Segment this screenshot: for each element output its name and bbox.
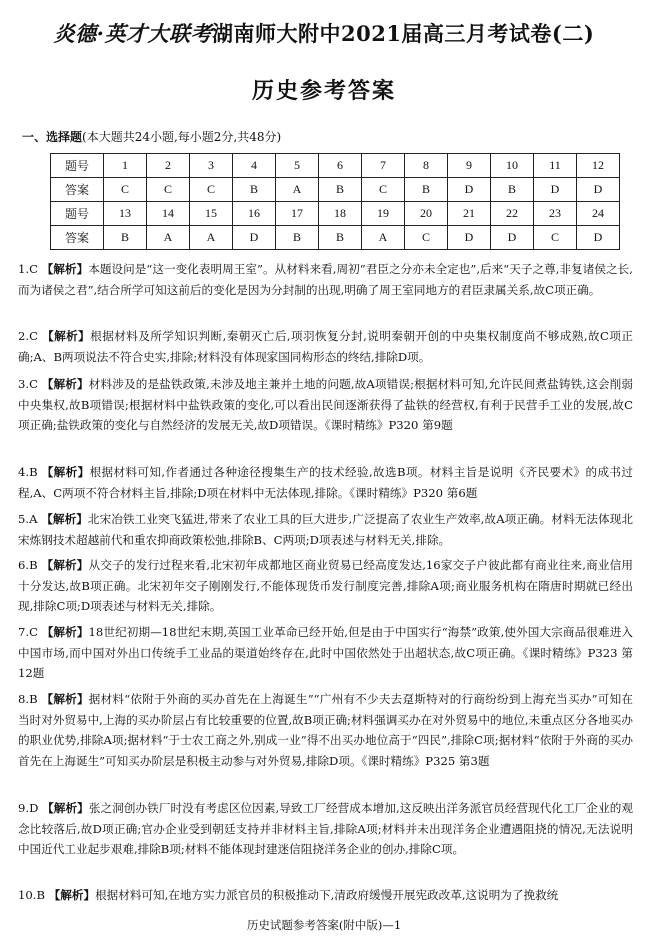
table-cell: B [104,226,147,250]
table-cell: 7 [362,154,405,178]
analysis-tag: 【解析】 [48,888,96,902]
explanation-6 [18,555,633,617]
table-cell: 5 [276,154,319,178]
table-cell: 18 [319,202,362,226]
table-cell: D [491,226,534,250]
explanation-text: 据材料“依附于外商的买办首先在上海诞生”“广州有不少夫去趸斯特对的行商纷纷到上海充当买办”可知在当时对外贸易中,上海的买办阶层占有比较重要的位置,故B项正确;材料强调买办在对外贸易中的地位,未重点区分各地买办的职业优势,排除A项;据材料“于士农工商之外,别成一业”得不出买办地位高于“四民”,排除C项;据材料“依附于外商的买办首先在上海诞生”可知买办阶层是积极主动参与对外贸易,排除D项。《课时精练》P325 第3题 [18,692,633,768]
table-cell: 12 [577,154,620,178]
table-cell: 10 [491,154,534,178]
brand-logo-text: 炎德·英才大联考 [53,21,212,46]
question-number: 8. [18,692,30,706]
question-answer: B [36,888,45,902]
analysis-tag: 【解析】 [41,377,89,391]
exam-name: 湖南师大附中2021届高三月考试卷(二) [211,21,595,46]
analysis-tag: 【解析】 [41,512,88,526]
table-row-numbers-2 [51,202,620,226]
question-answer: B [29,692,38,706]
table-cell: 11 [534,154,577,178]
table-row-numbers-1 [51,154,620,178]
question-number: 9. [18,801,30,815]
table-cell: C [190,178,233,202]
section-heading [22,128,281,145]
section-note: (本大题共24小题,每小题2分,共48分) [82,130,282,144]
table-cell: C [534,226,577,250]
row-label-answer: 答案 [51,226,104,250]
answer-table [50,153,620,250]
table-cell: 1 [104,154,147,178]
page-footer: 历史试题参考答案(附中版)—1 [246,918,402,932]
table-cell: C [104,178,147,202]
table-cell: A [190,226,233,250]
explanation-text: 根据材料可知,在地方实力派官员的积极推动下,清政府缓慢开展宪政改革,这说明为了挽救统 [95,888,559,902]
explanation-text: 材料涉及的是盐铁政策,未涉及地主兼并土地的问题,故A项错误;根据材料可知,允许民间煮盐铸铁,这会削弱中央集权,故B项错误;根据材料中盐铁政策的变化,可以看出民间逐渐获得了盐铁的经营权,有利于民营手工业的发展,故C项正确;盐铁政策的变化与自然经济的发展无关,故D项错误。《课时精练》P320 第9题 [18,377,634,432]
analysis-tag: 【解析】 [41,692,89,706]
table-cell: 6 [319,154,362,178]
table-cell: 21 [448,202,491,226]
analysis-tag: 【解析】 [41,465,90,479]
table-cell: B [233,178,276,202]
question-number: 7. [18,625,30,639]
explanation-10 [18,885,633,906]
analysis-tag: 【解析】 [41,262,89,276]
explanation-9 [18,798,633,860]
table-row-answers-1 [51,178,620,202]
row-label-number: 题号 [51,202,104,226]
table-cell: 4 [233,154,276,178]
analysis-tag: 【解析】 [41,558,89,572]
table-cell: 24 [577,202,620,226]
question-number: 5. [18,512,30,526]
section-label: 一、选择题 [22,130,83,144]
explanation-text: 根据材料及所学知识判断,秦朝灭亡后,项羽恢复分封,说明秦朝开创的中央集权制度尚不够成熟,故C项正确;A、B两项说法不符合史实,排除;材料没有体现家国同构形态的终结,排除D项。 [18,329,633,364]
table-cell: 2 [147,154,190,178]
table-cell: B [405,178,448,202]
row-label-answer: 答案 [51,178,104,202]
question-number: 4. [18,465,30,479]
table-cell: A [362,226,405,250]
table-cell: A [276,178,319,202]
table-cell: D [534,178,577,202]
table-cell: B [491,178,534,202]
question-answer: C [29,262,38,276]
analysis-tag: 【解析】 [42,801,89,815]
table-cell: C [362,178,405,202]
table-cell: C [147,178,190,202]
question-number: 1. [18,262,30,276]
explanation-4 [18,462,633,503]
explanation-5 [18,509,633,550]
question-number: 3. [18,377,30,391]
table-cell: 16 [233,202,276,226]
table-cell: 22 [491,202,534,226]
explanation-8 [18,689,633,771]
table-cell: 20 [405,202,448,226]
explanation-text: 18世纪初期—18世纪末期,英国工业革命已经开始,但是由于中国实行“海禁”政策,使外国大宗商品很难进入中国市场,而中国对外出口传统手工业品的渠道始终存在,此时中国依然处于出超状态,故C项正确。《课时精练》P323 第12题 [18,625,633,680]
table-cell: 8 [405,154,448,178]
table-row-answers-2 [51,226,620,250]
table-cell: C [405,226,448,250]
exam-header [0,18,648,48]
table-cell: D [577,226,620,250]
explanation-text: 根据材料可知,作者通过各种途径搜集生产的技术经验,故选B项。材料主旨是说明《齐民要术》的成书过程,A、C两项不符合材料主旨,排除;D项在材料中无法体现,排除。《课时精练》P320 第6题 [18,465,633,500]
question-answer: C [29,329,38,343]
analysis-tag: 【解析】 [42,329,91,343]
table-cell: 9 [448,154,491,178]
explanation-text: 本题设问是“这一变化表明周王室”。从材料来看,周初“君臣之分亦未全定也”,后来“天子之尊,非复诸侯之长,而为诸侯之君”,结合所学可知这前后的变化是因为分封制的出现,明确了周王室同地方的君臣隶属关系,故C项正确。 [18,262,633,297]
question-answer: B [29,465,38,479]
table-cell: A [147,226,190,250]
question-answer: B [29,558,38,572]
question-number: 2. [18,329,30,343]
table-cell: B [319,226,362,250]
question-answer: D [29,801,39,815]
table-cell: 23 [534,202,577,226]
explanation-text: 张之洞创办铁厂时没有考虑区位因素,导致工厂经营成本增加,这反映出洋务派官员经营现代化工厂企业的观念比较落后,故D项正确;官办企业受到朝廷支持并非材料主旨,排除A项;材料并未出现洋务企业遭遇阻挠的情况,无法说明中国近代工业起步艰难,排除B项;材料不能体现封建迷信阻挠洋务企业的创办,排除C项。 [18,801,634,856]
table-cell: 15 [190,202,233,226]
question-answer: A [29,512,38,526]
table-cell: 14 [147,202,190,226]
question-answer: C [29,377,38,391]
table-cell: 17 [276,202,319,226]
table-cell: B [276,226,319,250]
table-cell: 13 [104,202,147,226]
explanation-1 [18,259,633,300]
question-number: 10. [18,888,37,902]
table-cell: D [448,178,491,202]
explanation-3 [18,374,633,436]
explanation-text: 北宋冶铁工业突飞猛进,带来了农业工具的巨大进步,广泛提高了农业生产效率,故A项正确。材料无法体现北宋炼钢技术超越前代和重农抑商政策松弛,排除B、C两项;D项表述与材料无关,排除。 [18,512,633,547]
table-cell: D [577,178,620,202]
page-title: 历史参考答案 [251,78,396,104]
table-cell: D [233,226,276,250]
row-label-number: 题号 [51,154,104,178]
analysis-tag: 【解析】 [41,625,89,639]
explanation-2 [18,326,633,367]
explanation-7 [18,622,633,684]
question-answer: C [29,625,38,639]
question-number: 6. [18,558,30,572]
explanation-text: 从交子的发行过程来看,北宋初年成都地区商业贸易已经高度发达,16家交子户彼此都有商业往来,商业信用十分发达,故B项正确。北宋初年交子刚刚发行,不能体现货币发行制度完善,排除A项;商业服务机构在隋唐时期就已经出现,排除C项;D项表述与材料无关,排除。 [18,558,634,613]
table-cell: 19 [362,202,405,226]
table-cell: D [448,226,491,250]
table-cell: B [319,178,362,202]
table-cell: 3 [190,154,233,178]
